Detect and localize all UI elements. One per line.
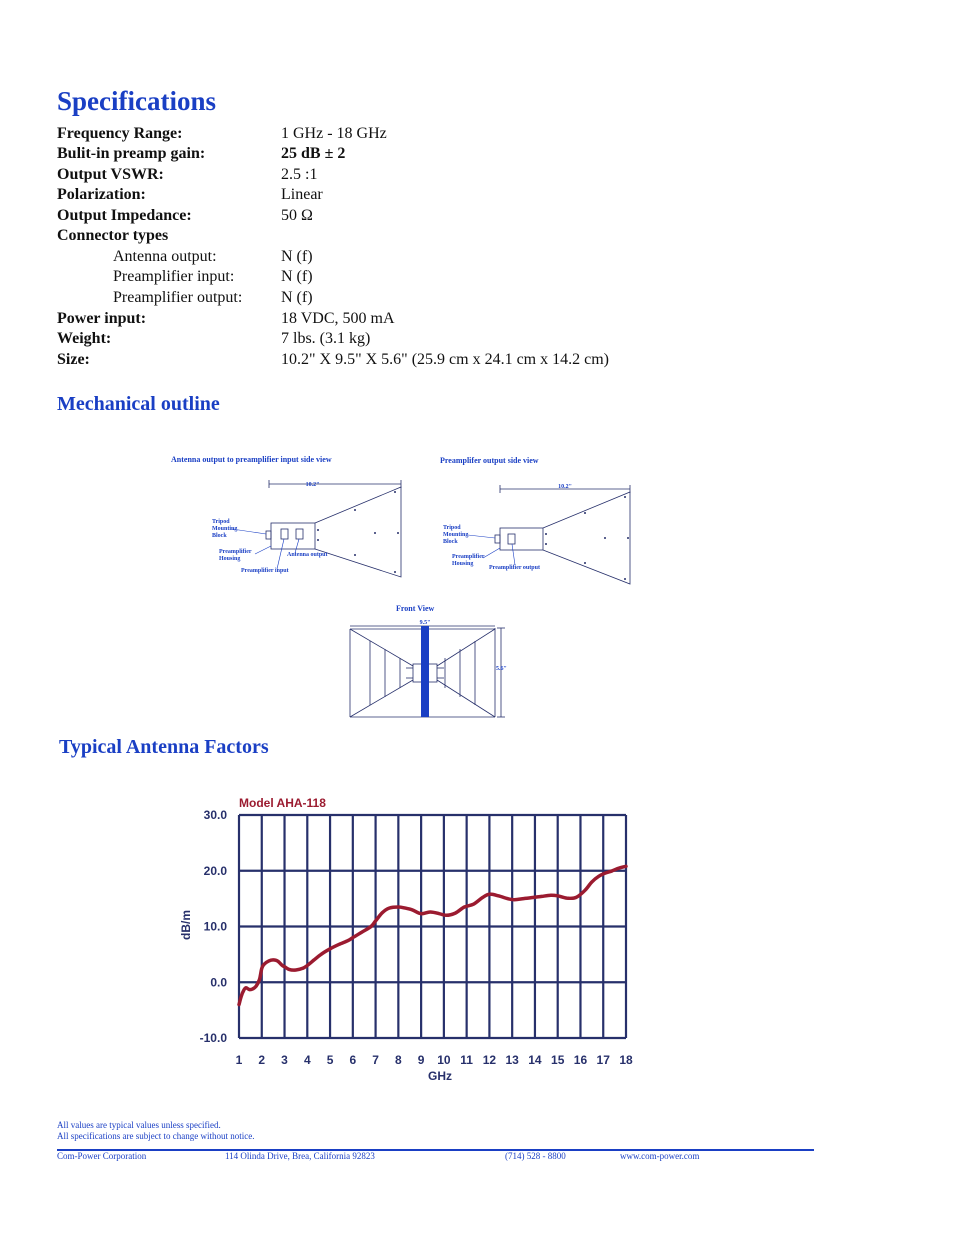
- label-line: Preamplifier: [219, 549, 252, 555]
- spec-row-frequency-range: [57, 125, 757, 145]
- spec-label: Frequency Range:: [57, 125, 183, 142]
- right-view-dimension: 10.2": [558, 484, 572, 490]
- label-line: Housing: [452, 561, 474, 567]
- spec-value: 1 GHz - 18 GHz: [281, 125, 387, 142]
- x-tick-label: 14: [528, 1053, 542, 1067]
- spec-value: Linear: [281, 186, 323, 203]
- spec-label: Preamplifier output:: [113, 289, 243, 306]
- label-line: Tripod: [443, 525, 461, 531]
- left-view-tripod-label: [212, 519, 237, 540]
- spec-value: 50 Ω: [281, 207, 313, 224]
- spec-row-antenna-output: [57, 248, 757, 268]
- x-tick-label: 1: [235, 1053, 243, 1067]
- spec-value: 25 dB ± 2: [281, 145, 346, 162]
- x-tick-label: 6: [349, 1053, 357, 1067]
- x-tick-label: 12: [482, 1053, 497, 1067]
- footer-address: 114 Olinda Drive, Brea, California 92823: [225, 1151, 375, 1161]
- left-view-housing-label: [219, 549, 252, 563]
- label-line: Block: [443, 539, 458, 545]
- spec-label: Polarization:: [57, 186, 146, 203]
- x-tick-labels: [236, 1053, 633, 1067]
- spec-label: Preamplifier input:: [113, 268, 235, 285]
- y-tick-label: 0.0: [210, 975, 227, 990]
- spec-value: 7 lbs. (3.1 kg): [281, 330, 371, 347]
- label-line: Preamplifier: [452, 554, 485, 560]
- x-tick-label: 17: [596, 1053, 610, 1067]
- x-tick-label: 13: [505, 1053, 519, 1067]
- x-tick-label: 18: [619, 1053, 633, 1067]
- spec-label: Size:: [57, 351, 90, 368]
- front-view-title: Front View: [396, 604, 435, 613]
- spec-label: Output VSWR:: [57, 166, 164, 183]
- label-line: Tripod: [212, 519, 230, 525]
- footer-company: Com-Power Corporation: [57, 1151, 147, 1161]
- spec-row-preamp-output: [57, 289, 757, 309]
- y-tick-label: 10.0: [203, 919, 227, 934]
- spec-value: 2.5 :1: [281, 166, 318, 183]
- chart-title: Model AHA-118: [239, 796, 326, 810]
- x-tick-label: 7: [372, 1053, 379, 1067]
- series-line: [239, 866, 626, 1004]
- x-tick-label: 16: [573, 1053, 588, 1067]
- spec-label: Bulit-in preamp gain:: [57, 145, 206, 162]
- x-tick-label: 15: [551, 1053, 565, 1067]
- spec-value: 18 VDC, 500 mA: [281, 310, 395, 327]
- spec-row-power-input: [57, 310, 757, 330]
- antenna-factors-heading: Typical Antenna Factors: [59, 736, 269, 758]
- right-side-view-diagram: [440, 480, 640, 590]
- spec-value: 10.2" X 9.5" X 5.6" (25.9 cm x 24.1 cm x 14.2 cm): [281, 351, 609, 368]
- spec-label: Connector types: [57, 227, 169, 244]
- front-view-height: 5.6": [496, 666, 507, 672]
- right-view-housing-label: [452, 554, 485, 568]
- y-axis-label: dB/m: [179, 910, 193, 940]
- spec-row-output-impedance: [57, 207, 757, 227]
- front-view-width: 9.5": [419, 620, 431, 626]
- x-tick-label: 5: [326, 1053, 334, 1067]
- x-tick-label: 9: [417, 1053, 425, 1067]
- left-view-dimension: 10.2": [305, 482, 320, 488]
- footer-rule: [57, 1149, 814, 1151]
- spec-value: N (f): [281, 289, 313, 306]
- spec-row-size: [57, 351, 757, 371]
- x-tick-label: 2: [258, 1053, 266, 1067]
- left-view-antenna-output-label: Antenna output: [287, 552, 328, 558]
- page-title: Specifications: [57, 86, 216, 116]
- spec-label: Power input:: [57, 310, 147, 327]
- note-subject-to-change: All specifications are subject to change without notice.: [57, 1131, 255, 1141]
- footer-phone: (714) 528 - 8800: [505, 1151, 566, 1161]
- label-line: Mounting: [443, 532, 469, 538]
- footer-website: www.com-power.com: [620, 1151, 700, 1161]
- y-tick-label: 20.0: [203, 863, 227, 878]
- label-line: Block: [212, 533, 227, 539]
- y-tick-label: -10.0: [199, 1031, 227, 1045]
- spec-row-connector-types: [57, 227, 757, 247]
- spec-label: Output Impedance:: [57, 207, 192, 224]
- x-tick-label: 3: [281, 1053, 288, 1067]
- mechanical-outline-heading: Mechanical outline: [57, 393, 220, 415]
- label-line: Mounting: [212, 526, 238, 532]
- right-view-preamp-output-label: Preamplifier output: [489, 565, 540, 571]
- spec-row-output-vswr: [57, 166, 757, 186]
- left-view-preamp-input-label: Preamplifier input: [241, 568, 289, 574]
- x-tick-label: 11: [460, 1053, 473, 1067]
- y-tick-label: 30.0: [203, 808, 227, 822]
- spec-value: N (f): [281, 268, 313, 285]
- right-view-tripod-label: [443, 525, 468, 546]
- left-view-title: Antenna output to preamplifier input side view: [171, 455, 332, 464]
- x-tick-label: 8: [395, 1053, 402, 1067]
- x-tick-label: 10: [437, 1053, 451, 1067]
- chart-grid: [239, 815, 626, 1038]
- front-view-diagram: [345, 620, 515, 720]
- spec-row-weight: [57, 330, 757, 350]
- spec-row-preamp-gain: [57, 145, 757, 165]
- spec-row-preamp-input: [57, 268, 757, 288]
- spec-label: Antenna output:: [113, 248, 217, 265]
- x-tick-label: 4: [303, 1053, 311, 1067]
- note-typical-values: All values are typical values unless specified.: [57, 1120, 221, 1130]
- x-axis-label: GHz: [428, 1069, 452, 1083]
- label-line: Housing: [219, 556, 241, 562]
- spec-value: N (f): [281, 248, 313, 265]
- spec-row-polarization: [57, 186, 757, 206]
- antenna-factor-chart: [170, 790, 650, 1090]
- y-tick-labels: [200, 808, 228, 1045]
- spec-label: Weight:: [57, 330, 112, 347]
- right-view-title: Preamplifer output side view: [440, 456, 539, 465]
